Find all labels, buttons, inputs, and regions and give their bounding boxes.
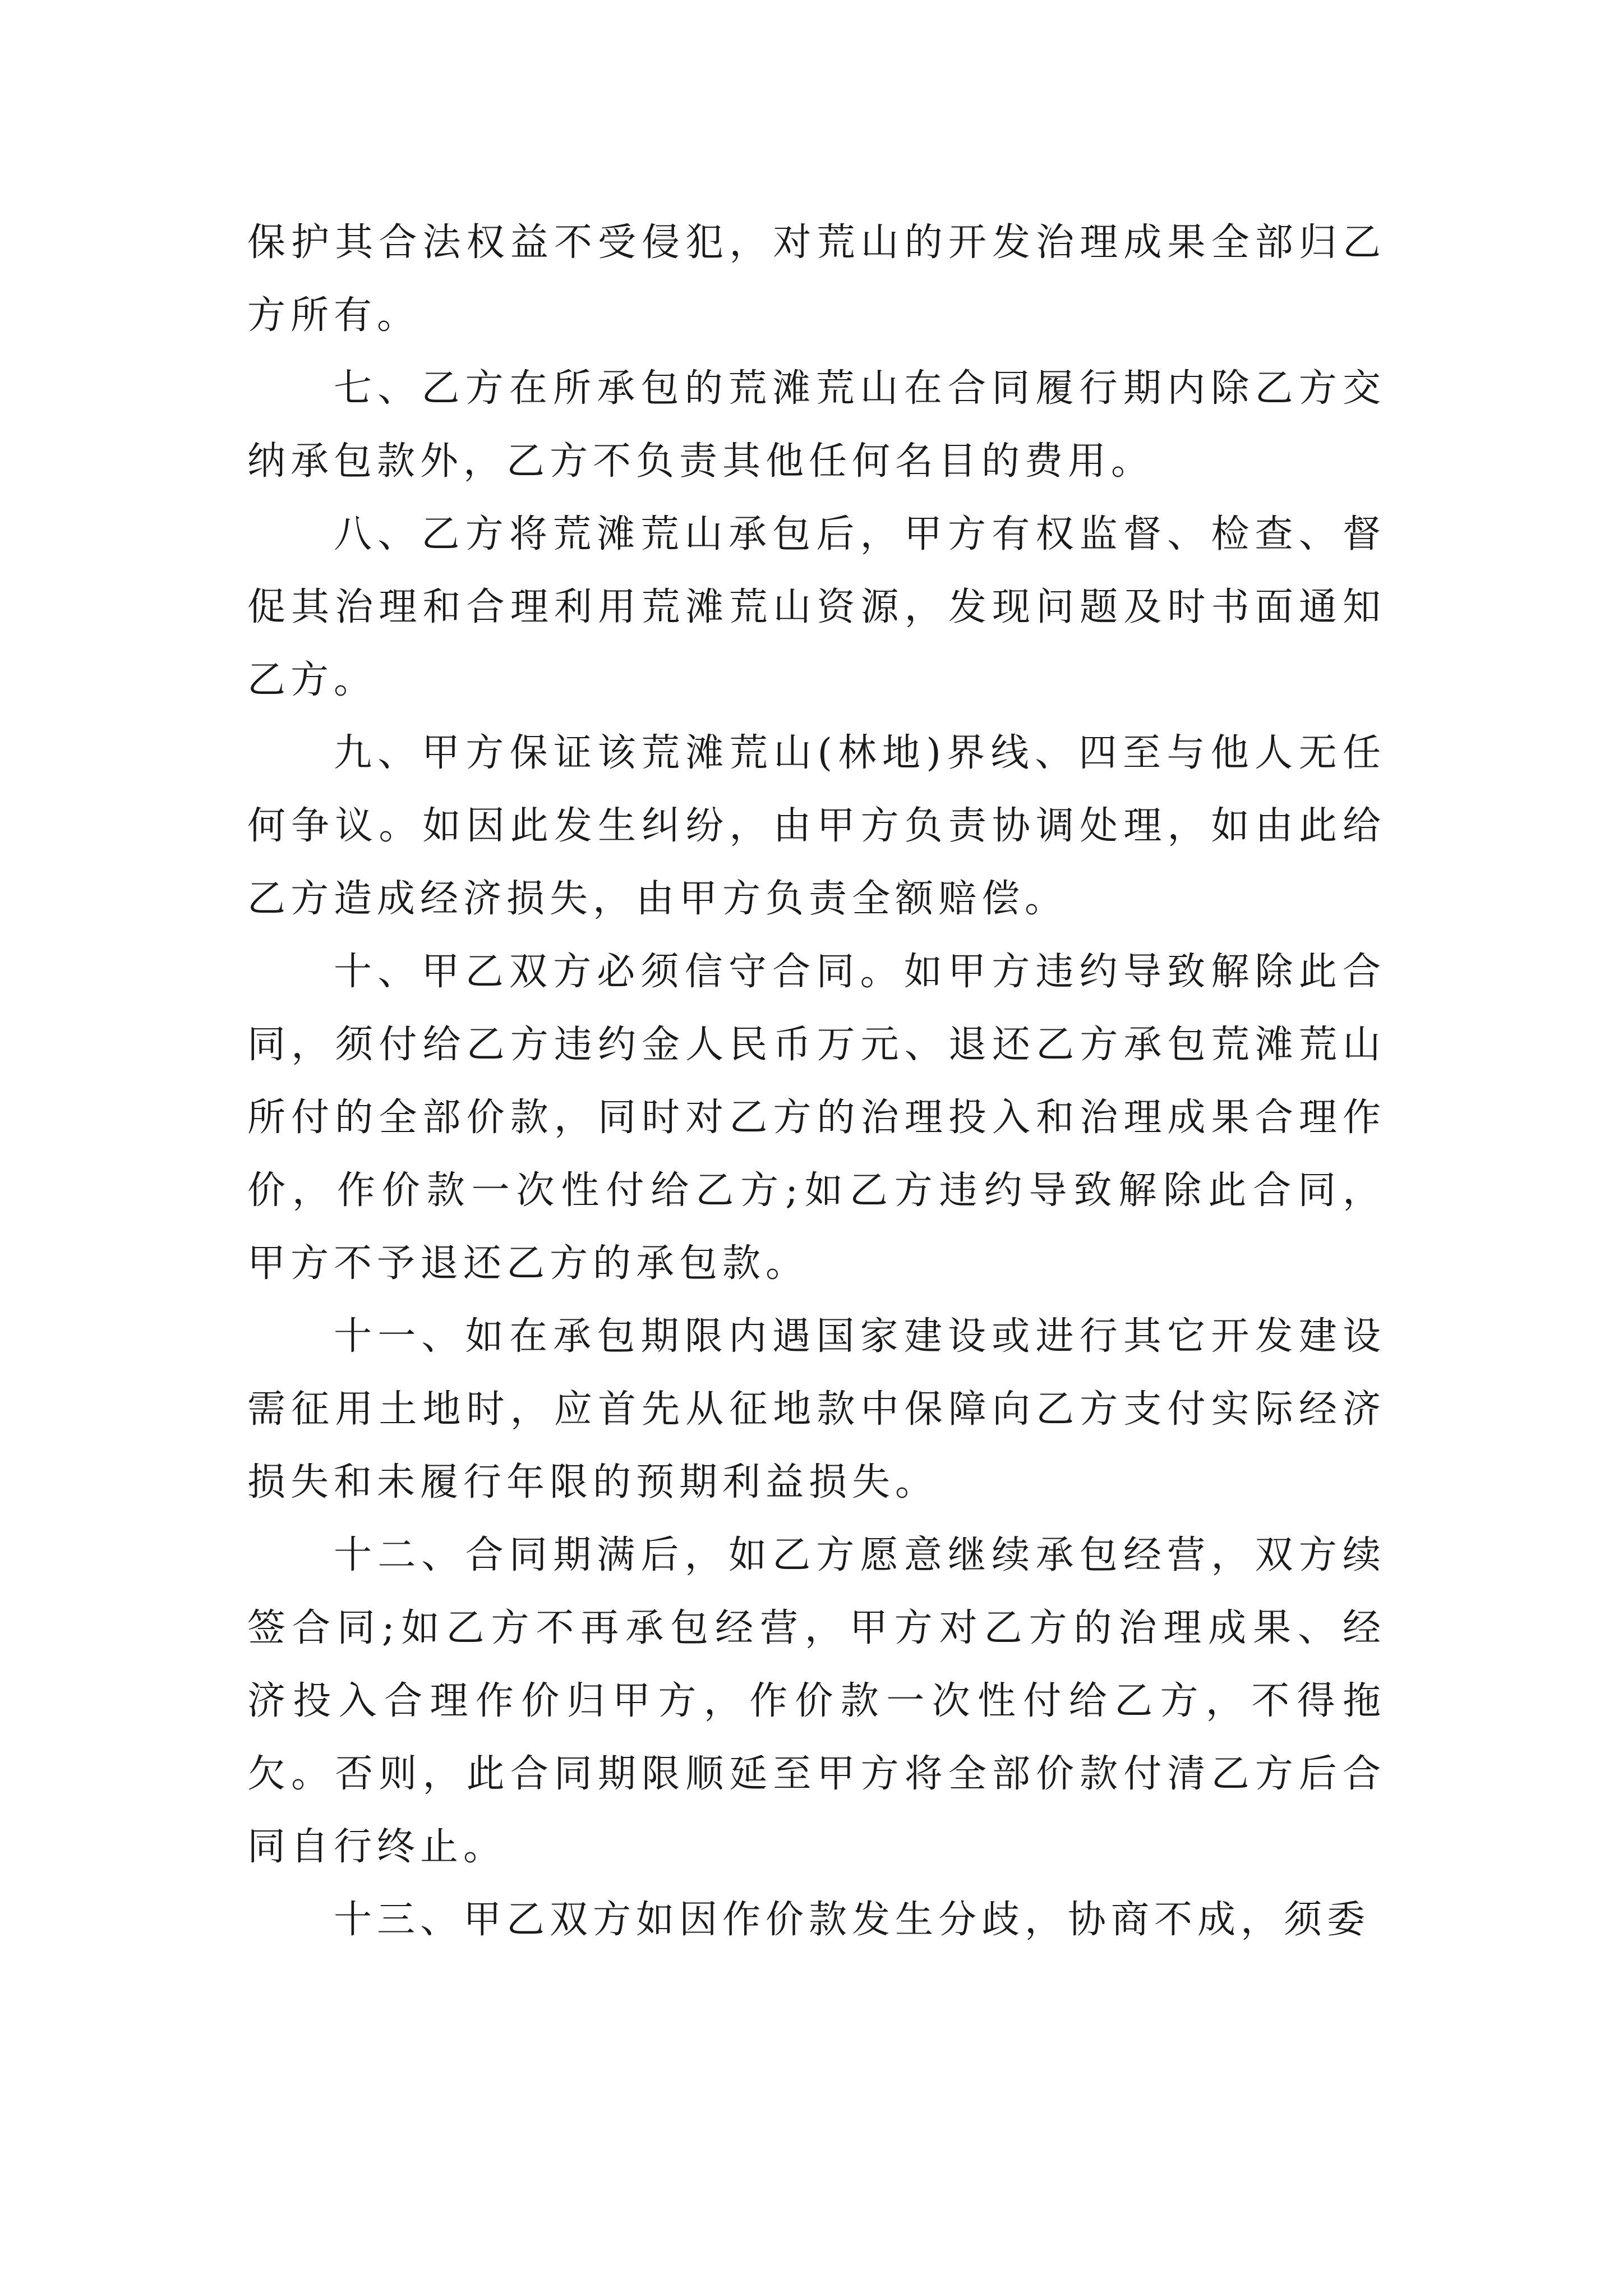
contract-body <box>247 206 1386 1957</box>
paragraph-continuation: 保护其合法权益不受侵犯，对荒山的开发治理成果全部归乙方所有。 <box>247 220 1386 338</box>
paragraph-clause-9: 九、甲方保证该荒滩荒山(林地)界线、四至与他人无任何争议。如因此发生纠纷，由甲方负责协调处理，如由此给乙方造成经济损失，由甲方负责全额赔偿。 <box>247 731 1386 921</box>
paragraph-clause-8: 八、乙方将荒滩荒山承包后，甲方有权监督、检查、督促其治理和合理利用荒滩荒山资源，发现问题及时书面通知乙方。 <box>247 512 1386 702</box>
paragraph-clause-13: 十三、甲乙双方如因作价款发生分歧，协商不成，须委 <box>334 1898 1371 1942</box>
paragraph-clause-7: 七、乙方在所承包的荒滩荒山在合同履行期内除乙方交纳承包款外，乙方不负责其他任何名目的费用。 <box>247 366 1386 484</box>
paragraph-clause-11: 十一、如在承包期限内遇国家建设或进行其它开发建设需征用土地时，应首先从征地款中保障向乙方支付实际经济损失和未履行年限的预期利益损失。 <box>247 1314 1386 1504</box>
paragraph-clause-10: 十、甲乙双方必须信守合同。如甲方违约导致解除此合同，须付给乙方违约金人民币万元、退还乙方承包荒滩荒山所付的全部价款，同时对乙方的治理投入和治理成果合理作价，作价款一次性付给乙方;如乙方违约导致解除此合同，甲方不予退还乙方的承包款。 <box>247 950 1386 1286</box>
paragraph-clause-12: 十二、合同期满后，如乙方愿意继续承包经营，双方续签合同;如乙方不再承包经营，甲方对乙方的治理成果、经济投入合理作价归甲方，作价款一次性付给乙方，不得拖欠。否则，此合同期限顺延至甲方将全部价款付清乙方后合同自行终止。 <box>247 1533 1386 1869</box>
